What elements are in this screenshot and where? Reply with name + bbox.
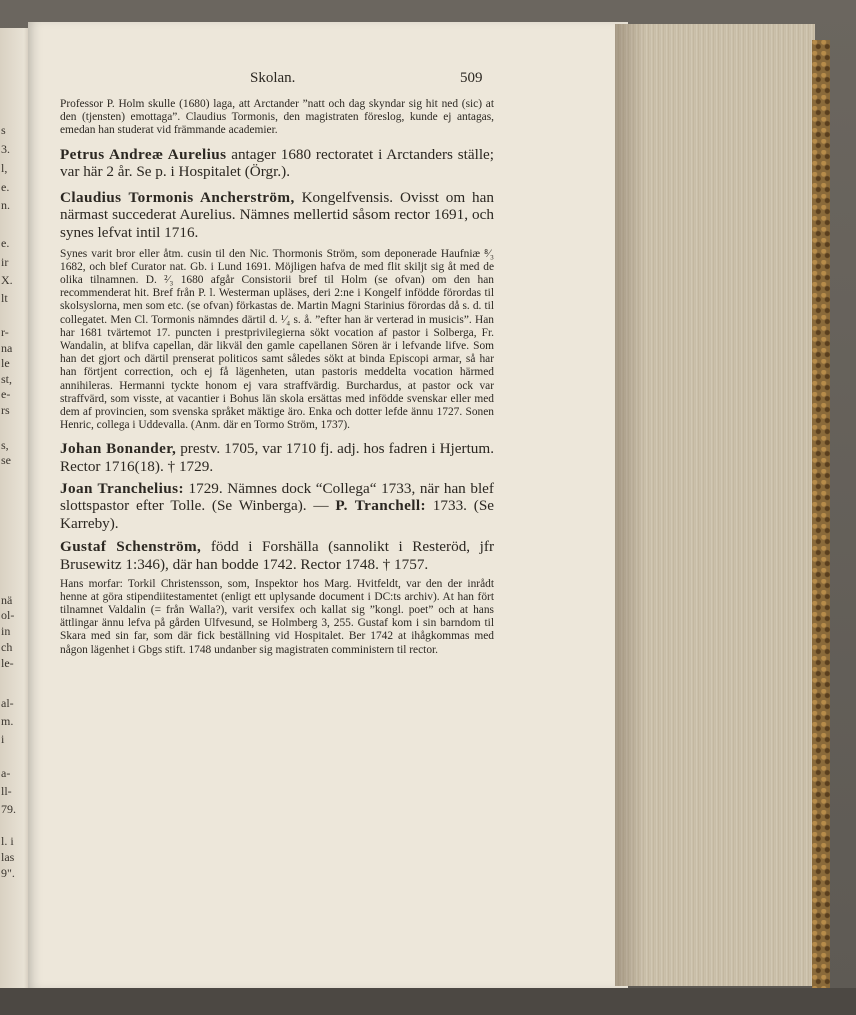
entry-schenstrom: Gustaf Schenström, född i Forshälla (sannolikt i Resteröd, jfr Brusewitz 1:346), där han bodde 1742. Rector 1748. † 1757. bbox=[60, 538, 494, 573]
margin-fragment: 79. bbox=[1, 802, 16, 816]
entry-bonander: Johan Bonander, prestv. 1705, var 1710 fj. adj. hos fadren i Hjertum. Rector 1716(18). † 1729. bbox=[60, 440, 494, 476]
margin-fragment: ol- bbox=[1, 608, 15, 622]
margin-fragment: ll- bbox=[1, 784, 12, 798]
entry-name-secondary: P. Tranchell: bbox=[335, 497, 426, 515]
margin-fragment: na bbox=[1, 341, 13, 355]
margin-fragment: X. bbox=[1, 273, 13, 287]
margin-fragment: n. bbox=[1, 198, 10, 212]
margin-fragment: r- bbox=[1, 325, 9, 339]
running-title: Skolan. bbox=[250, 70, 296, 86]
margin-fragment: 3. bbox=[1, 142, 10, 156]
margin-fragment: lt bbox=[1, 291, 8, 305]
page-block-edges bbox=[615, 24, 815, 986]
page-text bbox=[60, 70, 494, 657]
entry-name: Petrus Andreæ Aurelius bbox=[60, 145, 227, 163]
margin-fragment: las bbox=[1, 850, 15, 864]
entry-ancherstrom: Claudius Tormonis Ancherström, Kongelfvensis. Ovisst om han närmast succederat Aurelius. Nämnes mellertid såsom rector 1691, och synes lefvat intil 1716. bbox=[60, 188, 494, 241]
margin-fragment: in bbox=[1, 624, 11, 638]
margin-fragment: l, bbox=[1, 161, 8, 175]
margin-fragment: s bbox=[1, 123, 6, 137]
page-edge-shadow bbox=[615, 24, 645, 986]
note-holm-arctander: Professor P. Holm skulle (1680) laga, att Arctander ”natt och dag skyndar sig hit ned (sic) at den (tjensten) emottaga”. Claudius Tormonis, den magistraten föreslog, kunde ej antagas, emedan han studerat vid främmande academier. bbox=[60, 98, 494, 137]
margin-fragment: ir bbox=[1, 255, 9, 269]
margin-fragment: se bbox=[1, 453, 11, 467]
margin-fragment: le bbox=[1, 356, 10, 370]
margin-fragment: 9". bbox=[1, 866, 15, 880]
page-number: 509 bbox=[460, 70, 483, 86]
margin-fragment: a- bbox=[1, 766, 11, 780]
entry-name: Joan Tranchelius: bbox=[60, 479, 184, 497]
entry-aurelius: Petrus Andreæ Aurelius antager 1680 rectoratet i Arctanders ställe; var här 2 år. Se p. i Hospitalet (Örgr.). bbox=[60, 145, 494, 181]
margin-fragment: st, bbox=[1, 372, 13, 386]
margin-fragment: e. bbox=[1, 236, 10, 250]
margin-fragment: l. i bbox=[1, 834, 14, 848]
entry-name: Claudius Tormonis Ancherström, bbox=[60, 188, 295, 206]
margin-fragment: al- bbox=[1, 696, 14, 710]
margin-fragment: le- bbox=[1, 656, 14, 670]
book-cover-edge bbox=[812, 40, 830, 990]
left-page-edge bbox=[0, 28, 30, 988]
margin-fragment: s, bbox=[1, 438, 9, 452]
margin-fragment: e- bbox=[1, 387, 11, 401]
entry-name: Gustaf Schenström, bbox=[60, 538, 202, 556]
margin-fragment: m. bbox=[1, 714, 14, 728]
note-ancherstrom: Synes varit bror eller åtm. cusin til den Nic. Thormonis Ström, som deponerade Haufniæ ⁸⁄₃ 1682, och blef Curator nat. Gb. i Lund 1691. Möjligen hafva de med flit skiljt sig åt med de olika tilnamnen. D. ²⁄₃ 1680 afgår Consistorii bref til Holm (se ofvan) om den han recommenderat hit. Bref från P. l. Westerman upläses, deri 2:ne i Kongelf infödde förordas til skolsyslorna, men som etc. (se ofvan) förkastas de. Martin Magni Starinius förordas då s. d. til collegatet. Men Cl. Tormonis nämndes därtil d. ¹⁄₄ s. å. ”efter han är verterad in musicis”. Han har 1681 tvärtemot 17. puncten i prestprivilegierna sökt vocation af pastor i Solberga, Fr. Wandalin, at blifva capellan, där likväl den gamle capellanen Sören är i lefvande lifve. Som han det gjort och därtil prenserat politicos samt således sökt at binda Episcopi armar, så har han förtjent correction, och ej få lägenheten, utan pastoris meddelta vocation härmed annihileras. Hermanni tyckte honom ej vara straffvärdig. Burchardus, at pastor ock var straffvärd, som visste, at vacantier i Bohus län skola ersättas med infödde svenskar eller med dem af provincien, som svenska språket mäktige äro. Enka och dotter lefde ännu 1727. Sonen Henric, collega i Uddevalla. (Anm. där en Tormo Ström, 1737). bbox=[60, 247, 494, 432]
margin-fragment: nä bbox=[1, 593, 13, 607]
margin-fragment: rs bbox=[1, 403, 10, 417]
margin-fragment: e. bbox=[1, 180, 10, 194]
margin-fragment: ch bbox=[1, 640, 13, 654]
note-schenstrom: Hans morfar: Torkil Christensson, som, Inspektor hos Marg. Hvitfeldt, var den der inrådt henne at göra stipendiitestamentet (enligt ett uplysande document i DC:ts archiv). At han fört tilnamnet Valdalin (= från Walla?), varit versifex och kallat sig ”kongl. poet” och at hans ättlingar ännu lefva på gården Ulfvesund, se Holmberg 3, 255. Gustaf kom i sin barndom til Skara med sin far, som där fick beställning vid Hospitalet. Ber 1742 at ihågkommas med någon lägenhet i Gbgs stift. 1748 undanber sig magistraten comministern til rector. bbox=[60, 577, 494, 656]
entry-name: Johan Bonander, bbox=[60, 440, 177, 458]
page-header bbox=[60, 70, 494, 94]
margin-fragment: i bbox=[1, 732, 5, 746]
entry-tranchelius: Joan Tranchelius: 1729. Nämnes dock “Collega“ 1733, när han blef slottspastor efter Tolle. (Se Winberga). — P. Tranchell: 1733. (Se Karreby). bbox=[60, 479, 495, 532]
bottom-shadow bbox=[0, 988, 856, 1015]
